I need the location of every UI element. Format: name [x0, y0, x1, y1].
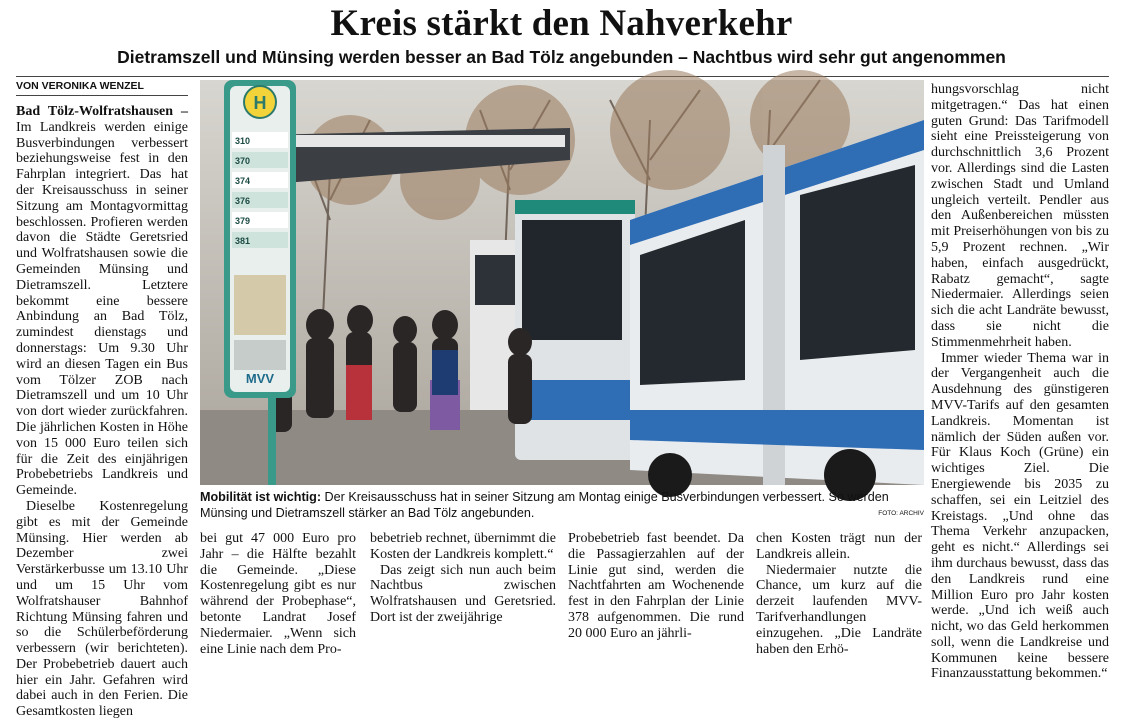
- route-number: 376: [235, 196, 251, 206]
- byline: VON VERONIKA WENZEL: [16, 80, 144, 92]
- caption-lead: Mobilität ist wichtig:: [200, 490, 322, 504]
- article-column-1: [16, 104, 188, 720]
- paragraph: [16, 104, 188, 499]
- paragraph: chen Kosten trägt nun der Landkreis allein.: [756, 531, 922, 562]
- byline-rule: [16, 95, 188, 96]
- article-column-4: [568, 531, 744, 640]
- article-column-5: [756, 531, 922, 657]
- route-number: 379: [235, 216, 251, 226]
- paragraph: Immer wieder Thema war in der Vergangenheit auch die Ausdehnung des günstigeren MVV-Tarifs auf den gesamten Landkreis. Momentan ist nämlich der Süden außen vor. Für Klaus Koch (Grüne) ein wichtiges Ziel. Die Energiewende bis 2035 zu schaffen, sei ein Leitziel des Kreistags. „Und ohne das Thema Verkehr anzupacken, geht es nicht.“ Allerdings sei ihm durchaus bewusst, dass das den Landkreis rund eine Million Euro pro Jahr kosten werde. „Und ich weiß auch nicht, wo das Geld herkommen soll, wenn die Landkreise und Kommunen keine bessere Finanzausstattung bekommen.“: [931, 350, 1109, 682]
- headline: Kreis stärkt den Nahverkehr: [330, 3, 793, 44]
- dateline: Bad Tölz-Wolfratshausen –: [16, 104, 188, 119]
- stop-sign-letter: H: [253, 93, 267, 113]
- route-number: 381: [235, 236, 251, 246]
- paragraph: Dieselbe Kostenregelung gibt es mit der Gemeinde Münsing. Hier werden ab Dezember zwei Verstärkerbusse um 13.10 Uhr und um 15 Uhr vom Wolfratshauser Bahnhof Richtung Münsing fahren und so die Schülerbeförderung verbessern (wir berichteten). Der Probebetrieb dauert auch hier ein Jahr. Gefahren wird dabei auch in den Ferien. Die Gesamtkosten liegen: [16, 498, 188, 720]
- paragraph: Probebetrieb fast beendet. Da die Passagierzahlen auf der Linie gut sind, werden die Nachtfahrten am Wochenende fest in den Fahrplan der Linie 378 aufgenommen. Die rund 20 000 Euro an jährli-: [568, 531, 744, 641]
- route-number: 370: [235, 156, 251, 166]
- paragraph: hungsvorschlag nicht mitgetragen.“ Das hat einen guten Grund: Das Tarifmodell sieht eine Preissteigerung von durchschnittlich 3,6 Prozent vor. Allerdings sind die Lasten zwischen Stadt und Umland ungleich verteilt. Pendler aus den Außenbereichen müssten mit Preiserhöhungen von bis zu 5,9 Prozent rechnen. „Wir haben, einfach ausgedrückt, Rabatz gemacht“, sagte Niedermaier. Allerdings seien sich die acht Landräte bewusst, dass sie nicht die Stimmenmehrheit haben.: [931, 82, 1109, 350]
- subheadline: Dietramszell und Münsing werden besser an Bad Tölz angebunden – Nachtbus wird sehr gut angenommen: [117, 47, 1006, 67]
- caption-text: Der Kreisausschuss hat in seiner Sitzung am Montag einige Busverbindungen verbessert. So werden Münsing und Dietramszell stärker an Bad Tölz angebunden.: [200, 490, 889, 520]
- paragraph: Niedermaier nutzte die Chance, um kurz auf die derzeit laufenden MVV-Tarifverhandlungen einzugehen. „Die Landräte haben den Erhö-: [756, 562, 922, 657]
- route-number: 374: [235, 176, 251, 186]
- top-rule: [16, 76, 1109, 77]
- article-column-3: [370, 531, 556, 640]
- paragraph: Das zeigt sich nun auch beim Nachtbus zwischen Wolfratshausen und Geretsried. Dort ist der zweijährige: [370, 562, 556, 625]
- bus-station-photo: [200, 80, 924, 485]
- paragraph: bebetrieb rechnet, übernimmt die Kosten der Landkreis komplett.“: [370, 531, 556, 562]
- photo-credit: FOTO: ARCHIV: [878, 510, 924, 517]
- paragraph-text: Im Landkreis werden einige Busverbindungen verbessert beziehungsweise fest in den Fahrplan integriert. Das hat der Kreisausschuss in seiner Sitzung am Montagvormittag beschlossen. Profieren werden davon die Städte Geretsried und Wolfratshausen sowie die Gemeinden Münsing und Dietramszell. Letztere bekommt eine bessere Anbindung an Bad Tölz, zumindest dienstags und donnerstags: Um 9.30 Uhr wird an diesen Tagen ein Bus vom Tölzer ZOB nach Dietramszell und um 10 Uhr von dort wieder zurückfahren. Die jährlichen Kosten in Höhe von 15 000 Euro teilen sich für die Zeit des einjährigen Probebetriebs Landkreis und Gemeinde.: [16, 119, 188, 499]
- article-column-2: [200, 531, 356, 657]
- route-number: 310: [235, 136, 251, 146]
- photo-caption: [200, 489, 924, 521]
- paragraph: bei gut 47 000 Euro pro Jahr – die Hälfte bezahlt die Gemeinde. „Diese Kostenregelung gibt es nur während der Probephase“, betonte Landrat Josef Niedermaier. „Wenn sich eine Linie nach dem Pro-: [200, 531, 356, 657]
- article-column-6: [931, 82, 1109, 682]
- article-photo: [200, 80, 924, 485]
- stop-brand-logo: MVV: [245, 371, 275, 386]
